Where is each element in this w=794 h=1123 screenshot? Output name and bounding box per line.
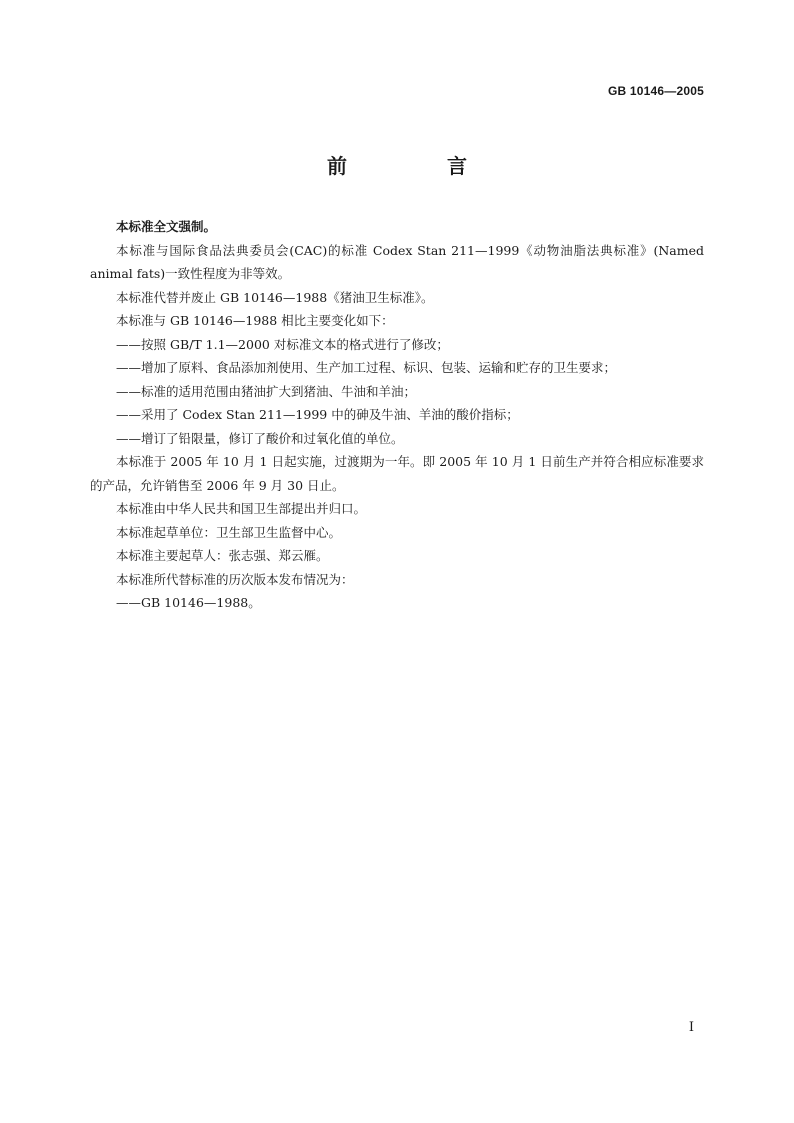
foreword-body [90, 215, 704, 615]
paragraph-cac-relation: 本标准与国际食品法典委员会(CAC)的标准 Codex Stan 211—1999《动物油脂法典标准》(Named animal fats)一致性程度为非等效。 [90, 242, 704, 281]
list-item-history: ——GB 10146—1988。 [116, 595, 261, 610]
paragraph-replaces: 本标准代替并废止 GB 10146—1988《猪油卫生标准》。 [116, 289, 434, 305]
list-item-change-scope: ——标准的适用范围由猪油扩大到猪油、牛油和羊油； [116, 383, 417, 399]
list-item-change-arsenic: ——采用了 Codex Stan 211—1999 中的砷及牛油、羊油的酸价指标； [116, 407, 519, 422]
paragraph-drafters: 本标准主要起草人：张志强、郑云雁。 [116, 548, 329, 563]
paragraph-history-intro: 本标准所代替标准的历次版本发布情况为： [116, 571, 354, 587]
paragraph-proposed-by: 本标准由中华人民共和国卫生部提出并归口。 [116, 501, 367, 516]
list-item-change-hygiene: ——增加了原料、食品添加剂使用、生产加工过程、标识、包装、运输和贮存的卫生要求； [116, 360, 617, 375]
paragraph-mandatory: 本标准全文强制。 [116, 219, 217, 234]
page-title: 前 言 [327, 154, 507, 178]
standard-code: GB 10146—2005 [608, 84, 704, 98]
paragraph-effective-date: 本标准于 2005 年 10 月 1 日起实施，过渡期为一年。即 2005 年 10 月 1 日前生产并符合相应标准要求的产品，允许销售至 2006 年 9 月 30 日止。 [90, 454, 704, 493]
list-item-change-lead: ——增订了铅限量，修订了酸价和过氧化值的单位。 [116, 430, 404, 446]
page-number: I [688, 1020, 694, 1035]
paragraph-drafting-unit: 本标准起草单位：卫生部卫生监督中心。 [116, 524, 342, 540]
list-item-change-format: ——按照 GB/T 1.1—2000 对标准文本的格式进行了修改； [116, 336, 449, 352]
paragraph-changes-intro: 本标准与 GB 10146—1988 相比主要变化如下： [116, 313, 394, 328]
